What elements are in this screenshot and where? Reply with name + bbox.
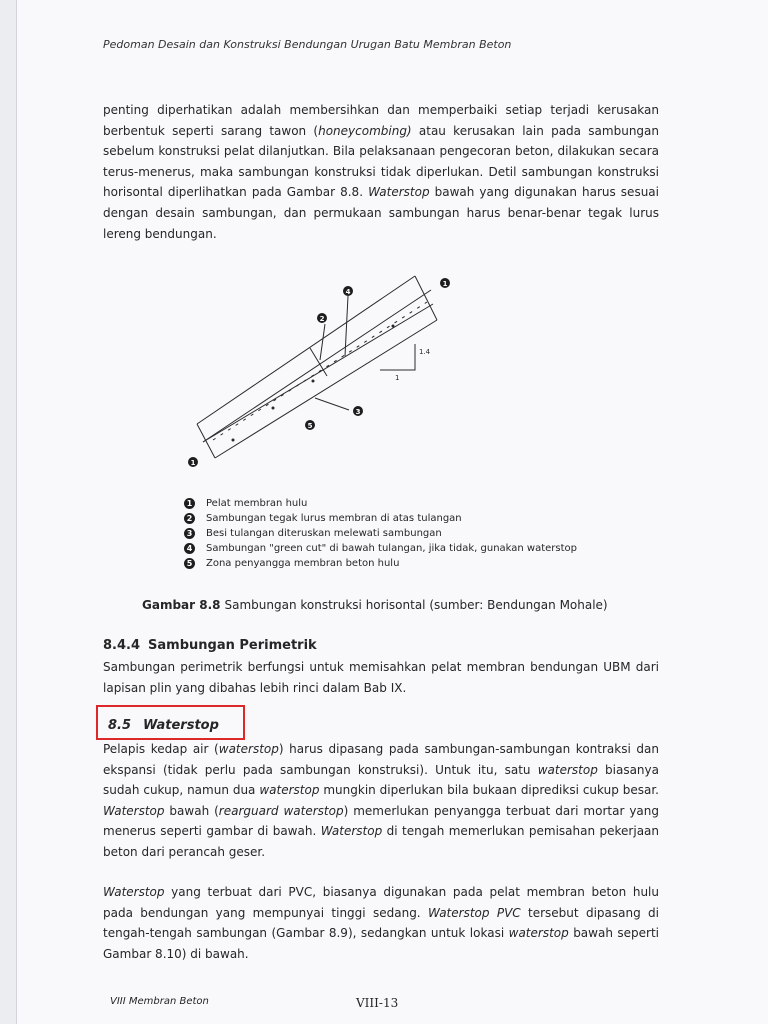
legend-text: Zona penyangga membran beton hulu: [206, 558, 400, 569]
legend-number: 4: [184, 543, 195, 554]
italic-run: Waterstop PVC: [427, 905, 521, 920]
waterstop-paragraph-1: [103, 739, 659, 863]
intro-paragraph: [103, 100, 659, 244]
text-run: tersebut dipasang di tengah-tengah sambungan (Gambar 8.9), sedangkan untuk lokasi: [103, 905, 660, 941]
support-top-edge: [203, 304, 433, 442]
legend-number: 3: [184, 528, 195, 539]
caption-text: Sambungan konstruksi horisontal (sumber: Bendungan Mohale): [224, 598, 608, 612]
text-run: mungkin diperlukan bila bukaan diprediksi cukup besar.: [319, 783, 659, 798]
joint-line: [310, 348, 327, 376]
legend-number: 2: [184, 513, 195, 524]
callout-1-top-label: 1: [442, 280, 448, 288]
leader-2: [320, 324, 325, 360]
callout-3: [353, 406, 363, 416]
callout-4-label: 4: [345, 288, 351, 296]
intro-text-1: penting diperhatikan adalah membersihkan dan memperbaiki setiap terjadi kerusakan berbentuk seperti sarang tawon (: [103, 103, 659, 138]
waterstop-paragraph-2: [103, 882, 659, 964]
italic-run: Waterstop: [103, 885, 165, 899]
legend-text: Besi tulangan diteruskan melewati sambungan: [206, 528, 442, 539]
rebar-dot: [392, 325, 395, 328]
leader-3: [315, 398, 349, 410]
slope-horizontal-label: 1: [395, 374, 400, 382]
leader-4: [345, 296, 348, 356]
slope-vertical-label: 1.4: [419, 348, 431, 356]
text-run: di tengah memerlukan pemisahan pekerjaan beton dari perancah geser.: [103, 824, 660, 859]
section-title: Waterstop: [143, 718, 219, 733]
italic-run: rearguard waterstop: [218, 803, 344, 818]
slope-triangle: [380, 344, 415, 370]
legend-text: Sambungan tegak lurus membran di atas tulangan: [206, 513, 462, 524]
running-header: Pedoman Desain dan Konstruksi Bendungan Urugan Batu Membran Beton: [103, 38, 512, 51]
italic-run: waterstop: [218, 742, 279, 756]
callout-5-label: 5: [307, 422, 313, 430]
legend-item: [184, 541, 577, 556]
caption-label: Gambar 8.8: [142, 598, 221, 612]
section-number: 8.5: [108, 718, 132, 733]
callout-4: [343, 286, 353, 296]
callout-1-bottom: [188, 457, 198, 467]
callout-5: [305, 420, 315, 430]
text-run: ) harus dipasang pada sambungan-sambungan kontraksi dan ekspansi (tidak perlu pada sambungan konstruksi). Untuk itu, satu: [103, 742, 660, 777]
legend-text: Pelat membran hulu: [206, 498, 308, 509]
italic-run: waterstop: [259, 783, 320, 798]
section-heading-844: [103, 638, 317, 653]
text-run: biasanya sudah cukup, namun dua: [103, 762, 659, 798]
slab-end-cut: [197, 424, 215, 458]
callout-1-top: [440, 278, 450, 288]
slab-bottom-edge: [203, 290, 431, 442]
intro-text-2: atau kerusakan lain pada sambungan sebelum konstruksi pelat dilanjutkan. Bila pelaksanaan pengecoran beton, dilakukan secara terus-menerus, maka sambungan konstruksi tidak diperlukan. Detil sambungan konstruksi horisontal diperlihatkan pada Gambar 8.8.: [103, 123, 659, 200]
text-run: bawah (: [164, 803, 219, 818]
figure-legend: [184, 496, 577, 571]
rebar-dot: [232, 439, 235, 442]
callout-2-label: 2: [319, 315, 325, 323]
joint-detail-drawing: [175, 268, 465, 473]
italic-run: Waterstop: [103, 803, 165, 818]
section-title: Sambungan Perimetrik: [148, 638, 317, 653]
callout-2: [317, 313, 327, 323]
rebar-dot: [272, 407, 275, 410]
figure-caption: [142, 598, 608, 612]
legend-text: Sambungan "green cut" di bawah tulangan, jika tidak, gunakan waterstop: [206, 543, 578, 554]
callout-1-bottom-label: 1: [190, 459, 196, 467]
intro-text-3: bawah yang digunakan harus sesuai dengan desain sambungan, dan permukaan sambungan harus benar-benar tegak lurus lereng bendungan.: [103, 185, 659, 241]
text-run: Pelapis kedap air (: [103, 742, 219, 756]
text-run: ) memerlukan penyangga terbuat dari mortar yang menerus seperti gambar di bawah.: [103, 803, 659, 839]
italic-run: waterstop: [537, 762, 598, 777]
footer-chapter: VIII Membran Beton: [110, 996, 209, 1007]
intro-em-1: honeycombing): [318, 123, 412, 138]
section-number: 8.4.4: [103, 638, 141, 653]
italic-run: waterstop: [508, 926, 569, 941]
italic-run: Waterstop: [320, 824, 383, 839]
legend-item: [184, 511, 577, 526]
legend-item: [184, 526, 577, 541]
legend-number: 1: [184, 498, 195, 509]
text-run: bawah seperti Gambar 8.10) di bawah.: [103, 926, 659, 961]
callout-3-label: 3: [355, 408, 361, 416]
legend-number: 5: [184, 558, 195, 569]
text-run: yang terbuat dari PVC, biasanya digunakan pada pelat membran beton hulu pada bendungan yang mempunyai tinggi sedang.: [103, 885, 659, 920]
intro-em-2: Waterstop: [368, 185, 430, 200]
section-heading-85: [108, 718, 219, 733]
section-844-paragraph: Sambungan perimetrik berfungsi untuk memisahkan pelat membran bendungan UBM dari lapisan plin yang dibahas lebih rinci dalam Bab IX.: [103, 660, 659, 695]
rebar-dot: [312, 380, 315, 383]
legend-item: [184, 556, 577, 571]
legend-item: [184, 496, 577, 511]
page-number: VIII-13: [356, 996, 399, 1010]
